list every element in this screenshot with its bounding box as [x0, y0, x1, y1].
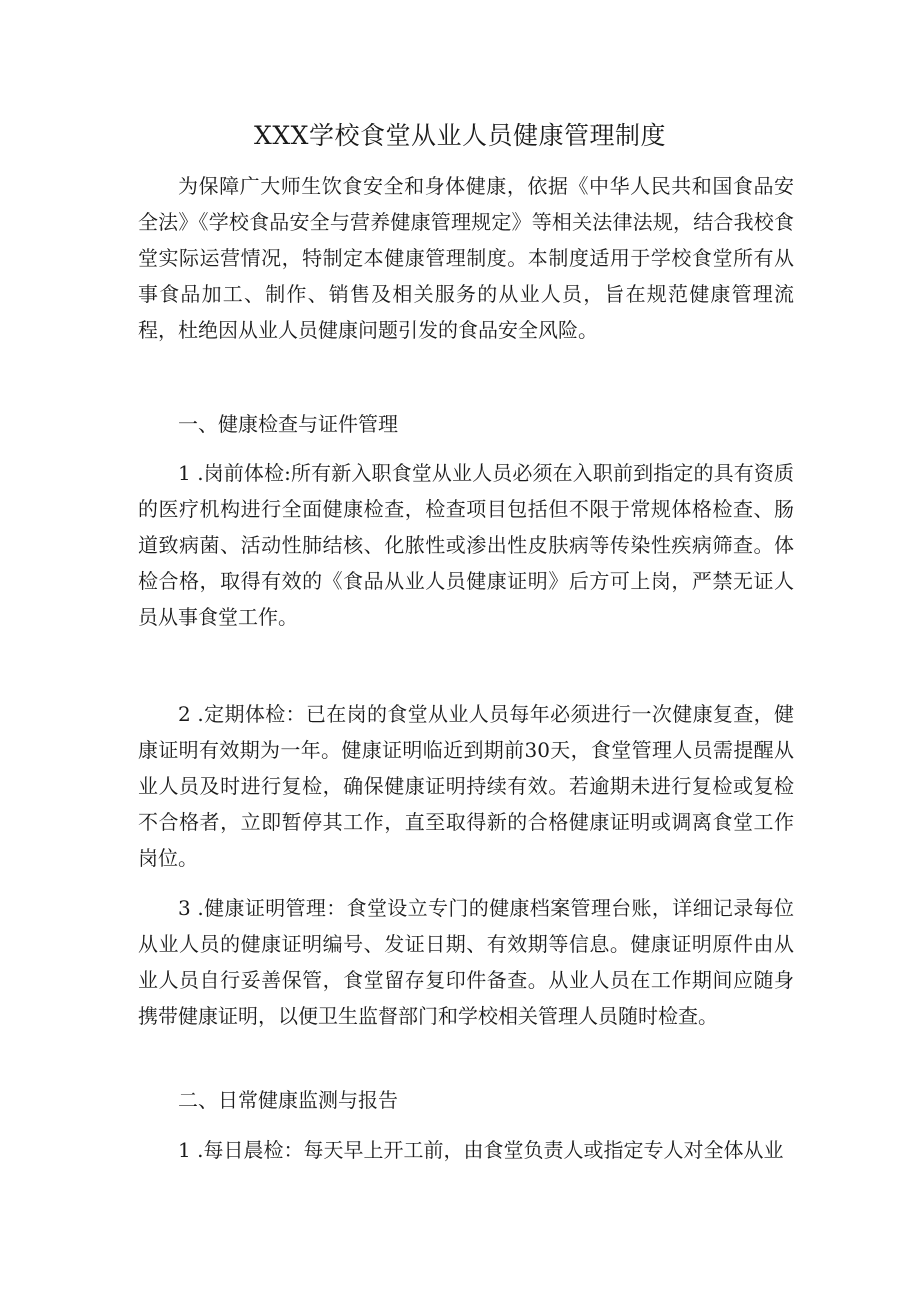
intro-paragraph: 为保障广大师生饮食安全和身体健康，依据《中华人民共和国食品安全法》《学校食品安全与营养健康管理规定》等相关法律法规，结合我校食堂实际运营情况，特制定本健康管理制度。本制度适用于学校食堂所有从事食品加工、制作、销售及相关服务的从业人员，旨在规范健康管理流程，杜绝因从业人员健康问题引发的食品安全风险。 — [138, 174, 794, 342]
section-heading: 一、健康检查与证件管理 — [178, 412, 398, 436]
section-heading: 二、日常健康监测与报告 — [178, 1088, 398, 1112]
section-paragraph: 2 .定期体检：已在岗的食堂从业人员每年必须进行一次健康复查，健康证明有效期为一年。健康证明临近到期前30天，食堂管理人员需提醒从业人员及时进行复检，确保健康证明持续有效。若逾期未进行复检或复检不合格者，立即暂停其工作，直至取得新的合格健康证明或调离食堂工作岗位。 — [138, 702, 794, 870]
document-title: XXX学校食堂从业人员健康管理制度 — [254, 121, 666, 150]
section-paragraph: 1 .每日晨检：每天早上开工前，由食堂负责人或指定专人对全体从业 — [178, 1138, 784, 1162]
section-paragraph: 3 .健康证明管理：食堂设立专门的健康档案管理台账，详细记录每位从业人员的健康证明编号、发证日期、有效期等信息。健康证明原件由从业人员自行妥善保管，食堂留存复印件备查。从业人员在工作期间应随身携带健康证明，以便卫生监督部门和学校相关管理人员随时检查。 — [138, 896, 794, 1028]
section-paragraph: 1 .岗前体检:所有新入职食堂从业人员必须在入职前到指定的具有资质的医疗机构进行全面健康检查，检查项目包括但不限于常规体格检查、肠道致病菌、活动性肺结核、化脓性或渗出性皮肤病等传染性疾病筛查。体检合格，取得有效的《食品从业人员健康证明》后方可上岗，严禁无证人员从事食堂工作。 — [138, 461, 794, 629]
